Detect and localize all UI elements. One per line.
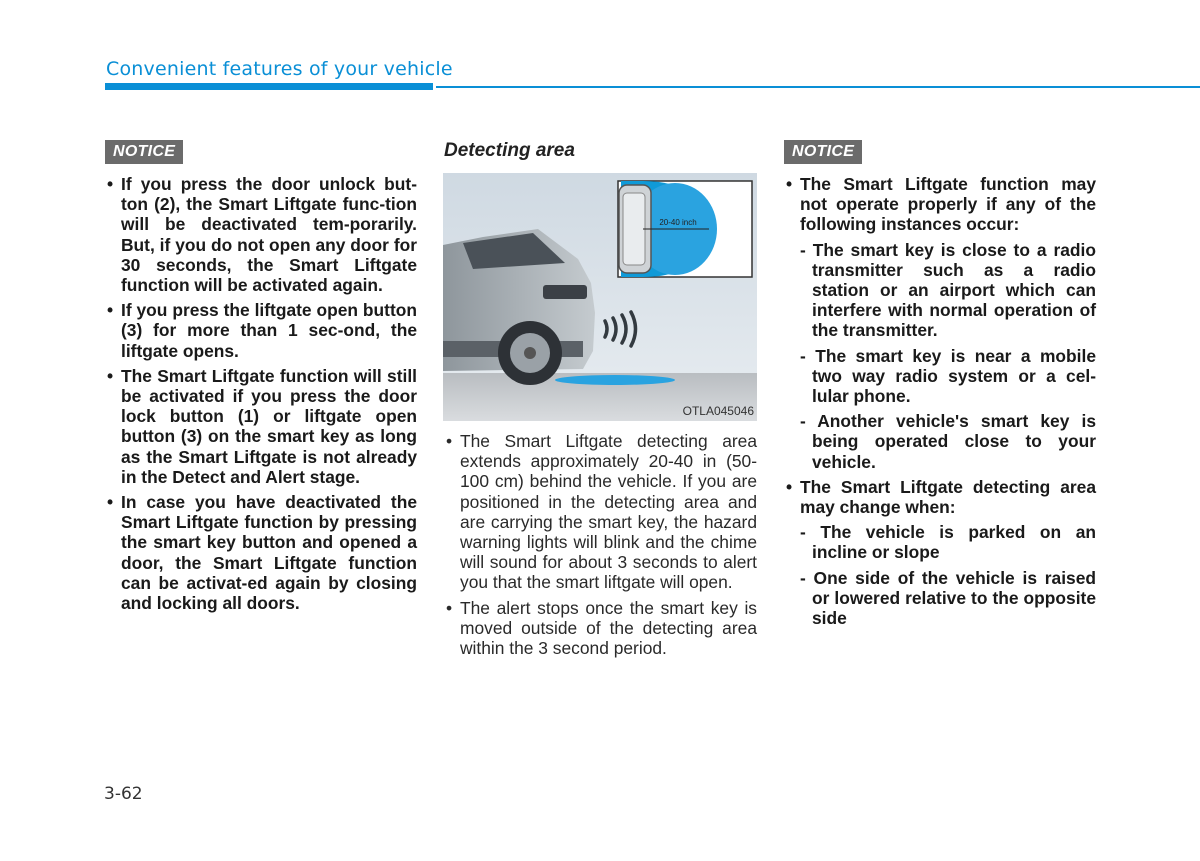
list-item: • The Smart Liftgate function will still be activated if you press the door lock button (1) or liftgate open button (3) on the smart key as long as the Smart Liftgate is not already in the Detect and Alert stage.: [104, 366, 417, 487]
column-right: [783, 140, 1096, 633]
sub-item: - One side of the vehicle is raised or lowered relative to the opposite side: [800, 567, 1096, 629]
sub-item: - The smart key is close to a radio transmitter such as a radio station or an airport which can interfere with normal operation of the transmitter.: [800, 239, 1096, 341]
detect-zone: [555, 375, 675, 385]
column-middle: [443, 140, 757, 663]
detecting-area-list: [443, 431, 757, 658]
list-item-text: The Smart Liftgate function may not operate properly if any of the following instances occur:: [800, 174, 1096, 235]
notice-badge: NOTICE: [784, 140, 862, 164]
notice-list: [104, 174, 417, 613]
sub-item: - Another vehicle's smart key is being operated close to your vehicle.: [800, 411, 1096, 472]
list-item-text: The Smart Liftgate detecting area may change when:: [800, 476, 1096, 518]
list-item: • In case you have deactivated the Smart Liftgate function by pressing the smart key button and opened a door, the Smart Liftgate function can be activat-ed again by closing and locking all doors.: [104, 492, 417, 613]
header-accent-bar: [105, 83, 433, 90]
sub-item: - The smart key is near a mobile two way radio system or a cel-lular phone.: [800, 345, 1096, 407]
car-illustration: [443, 173, 757, 421]
list-item: • The alert stops once the smart key is moved outside of the detecting area within the 3 second period.: [443, 598, 757, 659]
list-item: [783, 174, 1096, 472]
list-item: [783, 477, 1096, 628]
sub-list: [800, 522, 1096, 628]
list-item: • If you press the liftgate open button (3) for more than 1 sec-ond, the liftgate opens.: [104, 300, 417, 361]
list-item: • If you press the door unlock but-ton (2), the Smart Liftgate func-tion will be deactivated tem-porarily. But, if you do not open any door for 30 seconds, the Smart Liftgate function will be activated again.: [104, 174, 417, 295]
inset-distance-label: 20-40 inch: [659, 218, 697, 227]
section-title: Detecting area: [444, 140, 575, 161]
column-left: [104, 140, 417, 618]
detecting-area-illustration: [443, 173, 757, 421]
top-view-inset: [618, 181, 752, 277]
chapter-title: Convenient features of your vehicle: [106, 58, 453, 80]
figure-code: OTLA045046: [682, 404, 754, 418]
list-item: • The Smart Liftgate detecting area extends approximately 20-40 in (50-100 cm) behind the vehicle. If you are positioned in the detecting area and are carrying the smart key, the hazard warning lights will blink and the chime will sound for about 3 seconds to alert you that the smart liftgate will open.: [443, 431, 757, 593]
sub-item: - The vehicle is parked on an incline or slope: [800, 522, 1096, 563]
page-number: 3-62: [104, 784, 143, 804]
notice-badge: NOTICE: [105, 140, 183, 164]
notice-list: [783, 174, 1096, 628]
header-rule: [436, 86, 1200, 88]
sub-list: [800, 240, 1096, 472]
